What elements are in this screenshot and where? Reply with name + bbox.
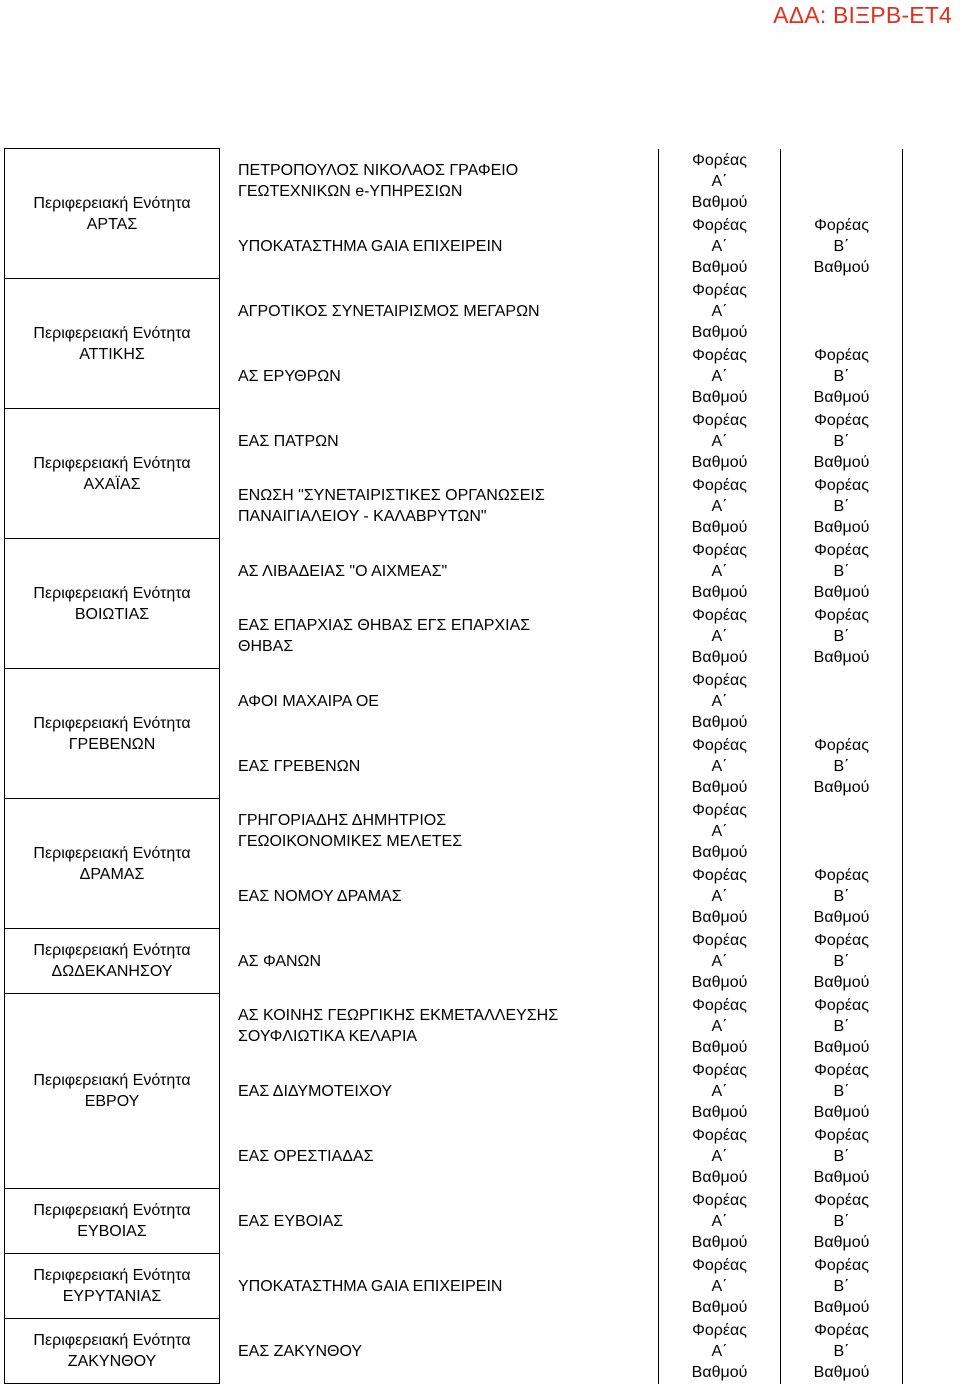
carrier-b-cell: Φορέας Β΄ Βαθμού	[781, 994, 903, 1059]
carrier-b-cell: Φορέας Β΄ Βαθμού	[781, 474, 903, 539]
carrier-a-cell: Φορέας Α΄ Βαθμού	[659, 474, 781, 539]
carrier-a-cell: Φορέας Α΄ Βαθμού	[659, 279, 781, 344]
table-row	[5, 1319, 903, 1384]
carrier-a-cell: Φορέας Α΄ Βαθμού	[659, 344, 781, 409]
entity-name: ΕΑΣ ΖΑΚΥΝΘΟΥ	[238, 1342, 363, 1360]
entity-name: ΑΣ ΛΙΒΑΔΕΙΑΣ "Ο ΑΙΧΜΕΑΣ"	[238, 562, 448, 580]
table-row	[5, 669, 903, 734]
carrier-a-cell: Φορέας Α΄ Βαθμού	[659, 994, 781, 1059]
entity-name: ΑΦΟΙ ΜΑΧΑΙΡΑ ΟΕ	[238, 692, 379, 710]
entity-name-cell	[220, 1124, 659, 1189]
entity-name: ΕΑΣ ΠΑΤΡΩΝ	[238, 432, 339, 450]
carrier-a-cell: Φορέας Α΄ Βαθμού	[659, 1124, 781, 1189]
entity-name: ΕΑΣ ΔΙΔΥΜΟΤΕΙΧΟΥ	[238, 1082, 393, 1100]
carrier-b-cell	[781, 669, 903, 734]
carrier-b-cell: Φορέας Β΄ Βαθμού	[781, 1254, 903, 1319]
carrier-b-cell	[781, 149, 903, 214]
region-cell: Περιφερειακή Ενότητα ΑΡΤΑΣ	[5, 149, 220, 279]
entity-name-cell	[220, 409, 659, 474]
entity-name: ΕΑΣ ΝΟΜΟΥ ΔΡΑΜΑΣ	[238, 887, 402, 905]
region-cell: Περιφερειακή Ενότητα ΕΥΒΟΙΑΣ	[5, 1189, 220, 1254]
table-row	[5, 1254, 903, 1319]
table-row	[5, 279, 903, 344]
region-cell: Περιφερειακή Ενότητα ΖΑΚΥΝΘΟΥ	[5, 1319, 220, 1384]
carrier-b-cell	[781, 279, 903, 344]
carrier-b-cell: Φορέας Β΄ Βαθμού	[781, 929, 903, 994]
carrier-a-cell: Φορέας Α΄ Βαθμού	[659, 929, 781, 994]
entity-name: ΑΣ ΕΡΥΘΡΩΝ	[238, 367, 341, 385]
carrier-a-cell: Φορέας Α΄ Βαθμού	[659, 734, 781, 799]
entity-name: ΕΑΣ ΟΡΕΣΤΙΑΔΑΣ	[238, 1147, 374, 1165]
carrier-a-cell: Φορέας Α΄ Βαθμού	[659, 539, 781, 604]
region-cell: Περιφερειακή Ενότητα ΕΒΡΟΥ	[5, 994, 220, 1189]
entity-name-cell	[220, 799, 659, 864]
entity-name: ΕΝΩΣΗ "ΣΥΝΕΤΑΙΡΙΣΤΙΚΕΣ ΟΡΓΑΝΩΣΕΙΣ ΠΑΝΑΙΓΙΑΛΕΙΟΥ - ΚΑΛΑΒΡΥΤΩΝ"	[238, 487, 545, 525]
entity-name-cell	[220, 474, 659, 539]
entity-name-cell	[220, 994, 659, 1059]
table-row	[5, 799, 903, 864]
carrier-a-cell: Φορέας Α΄ Βαθμού	[659, 409, 781, 474]
entity-name: ΥΠΟΚΑΤΑΣΤΗΜΑ GAIA ΕΠΙΧΕΙΡΕΙΝ	[238, 1277, 503, 1295]
carrier-b-cell: Φορέας Β΄ Βαθμού	[781, 409, 903, 474]
entity-name-cell	[220, 734, 659, 799]
table-row	[5, 539, 903, 604]
entity-name: ΓΡΗΓΟΡΙΑΔΗΣ ΔΗΜΗΤΡΙΟΣ ΓΕΩΟΙΚΟΝΟΜΙΚΕΣ ΜΕΛΕΤΕΣ	[238, 812, 463, 850]
entity-name-cell	[220, 604, 659, 669]
entity-name-cell	[220, 864, 659, 929]
carrier-a-cell: Φορέας Α΄ Βαθμού	[659, 799, 781, 864]
carrier-b-cell: Φορέας Β΄ Βαθμού	[781, 1059, 903, 1124]
table-row	[5, 409, 903, 474]
document-ada-code: ΑΔΑ: ΒΙΞΡΒ-ΕΤ4	[773, 2, 952, 28]
region-cell: Περιφερειακή Ενότητα ΒΟΙΩΤΙΑΣ	[5, 539, 220, 669]
entity-name-cell	[220, 929, 659, 994]
carrier-b-cell: Φορέας Β΄ Βαθμού	[781, 1124, 903, 1189]
entity-name-cell	[220, 1254, 659, 1319]
entity-name: ΕΑΣ ΓΡΕΒΕΝΩΝ	[238, 757, 361, 775]
entity-name-cell	[220, 669, 659, 734]
entity-name-cell	[220, 1319, 659, 1384]
carrier-a-cell: Φορέας Α΄ Βαθμού	[659, 1189, 781, 1254]
region-cell: Περιφερειακή Ενότητα ΕΥΡΥΤΑΝΙΑΣ	[5, 1254, 220, 1319]
table-row	[5, 149, 903, 214]
entity-name-cell	[220, 1189, 659, 1254]
carrier-a-cell: Φορέας Α΄ Βαθμού	[659, 214, 781, 279]
region-cell: Περιφερειακή Ενότητα ΓΡΕΒΕΝΩΝ	[5, 669, 220, 799]
carrier-a-cell: Φορέας Α΄ Βαθμού	[659, 864, 781, 929]
entity-name: ΥΠΟΚΑΤΑΣΤΗΜΑ GAIA ΕΠΙΧΕΙΡΕΙΝ	[238, 237, 503, 255]
table-row	[5, 994, 903, 1059]
entity-name-cell	[220, 149, 659, 214]
entity-name-cell	[220, 214, 659, 279]
carrier-a-cell: Φορέας Α΄ Βαθμού	[659, 1059, 781, 1124]
entity-name: ΑΣ ΦΑΝΩΝ	[238, 952, 322, 970]
entity-name: ΑΣ ΚΟΙΝΗΣ ΓΕΩΡΓΙΚΗΣ ΕΚΜΕΤΑΛΛΕΥΣΗΣ ΣΟΥΦΛΙΩΤΙΚΑ ΚΕΛΑΡΙΑ	[238, 1007, 559, 1045]
carriers-table	[4, 148, 903, 1384]
carrier-b-cell: Φορέας Β΄ Βαθμού	[781, 864, 903, 929]
entity-name: ΑΓΡΟΤΙΚΟΣ ΣΥΝΕΤΑΙΡΙΣΜΟΣ ΜΕΓΑΡΩΝ	[238, 302, 540, 320]
entity-name: ΠΕΤΡΟΠΟΥΛΟΣ ΝΙΚΟΛΑΟΣ ΓΡΑΦΕΙΟ ΓΕΩΤΕΧΝΙΚΩΝ e-ΥΠΗΡΕΣΙΩΝ	[238, 162, 519, 200]
entity-name-cell	[220, 1059, 659, 1124]
carrier-b-cell: Φορέας Β΄ Βαθμού	[781, 1189, 903, 1254]
carrier-b-cell: Φορέας Β΄ Βαθμού	[781, 734, 903, 799]
carrier-b-cell: Φορέας Β΄ Βαθμού	[781, 344, 903, 409]
entity-name-cell	[220, 344, 659, 409]
table-row	[5, 929, 903, 994]
entity-name-cell	[220, 539, 659, 604]
carrier-b-cell: Φορέας Β΄ Βαθμού	[781, 539, 903, 604]
carrier-a-cell: Φορέας Α΄ Βαθμού	[659, 1319, 781, 1384]
region-cell: Περιφερειακή Ενότητα ΑΤΤΙΚΗΣ	[5, 279, 220, 409]
carrier-a-cell: Φορέας Α΄ Βαθμού	[659, 1254, 781, 1319]
region-cell: Περιφερειακή Ενότητα ΔΡΑΜΑΣ	[5, 799, 220, 929]
entity-name: ΕΑΣ ΕΥΒΟΙΑΣ	[238, 1212, 344, 1230]
carrier-b-cell: Φορέας Β΄ Βαθμού	[781, 604, 903, 669]
entity-name-cell	[220, 279, 659, 344]
carrier-a-cell: Φορέας Α΄ Βαθμού	[659, 669, 781, 734]
carrier-b-cell	[781, 799, 903, 864]
carrier-a-cell: Φορέας Α΄ Βαθμού	[659, 604, 781, 669]
carrier-b-cell: Φορέας Β΄ Βαθμού	[781, 1319, 903, 1384]
table-row	[5, 1189, 903, 1254]
carrier-a-cell: Φορέας Α΄ Βαθμού	[659, 149, 781, 214]
entity-name: ΕΑΣ ΕΠΑΡΧΙΑΣ ΘΗΒΑΣ ΕΓΣ ΕΠΑΡΧΙΑΣ ΘΗΒΑΣ	[238, 617, 531, 655]
carrier-b-cell: Φορέας Β΄ Βαθμού	[781, 214, 903, 279]
region-cell: Περιφερειακή Ενότητα ΑΧΑΪΑΣ	[5, 409, 220, 539]
region-cell: Περιφερειακή Ενότητα ΔΩΔΕΚΑΝΗΣΟΥ	[5, 929, 220, 994]
